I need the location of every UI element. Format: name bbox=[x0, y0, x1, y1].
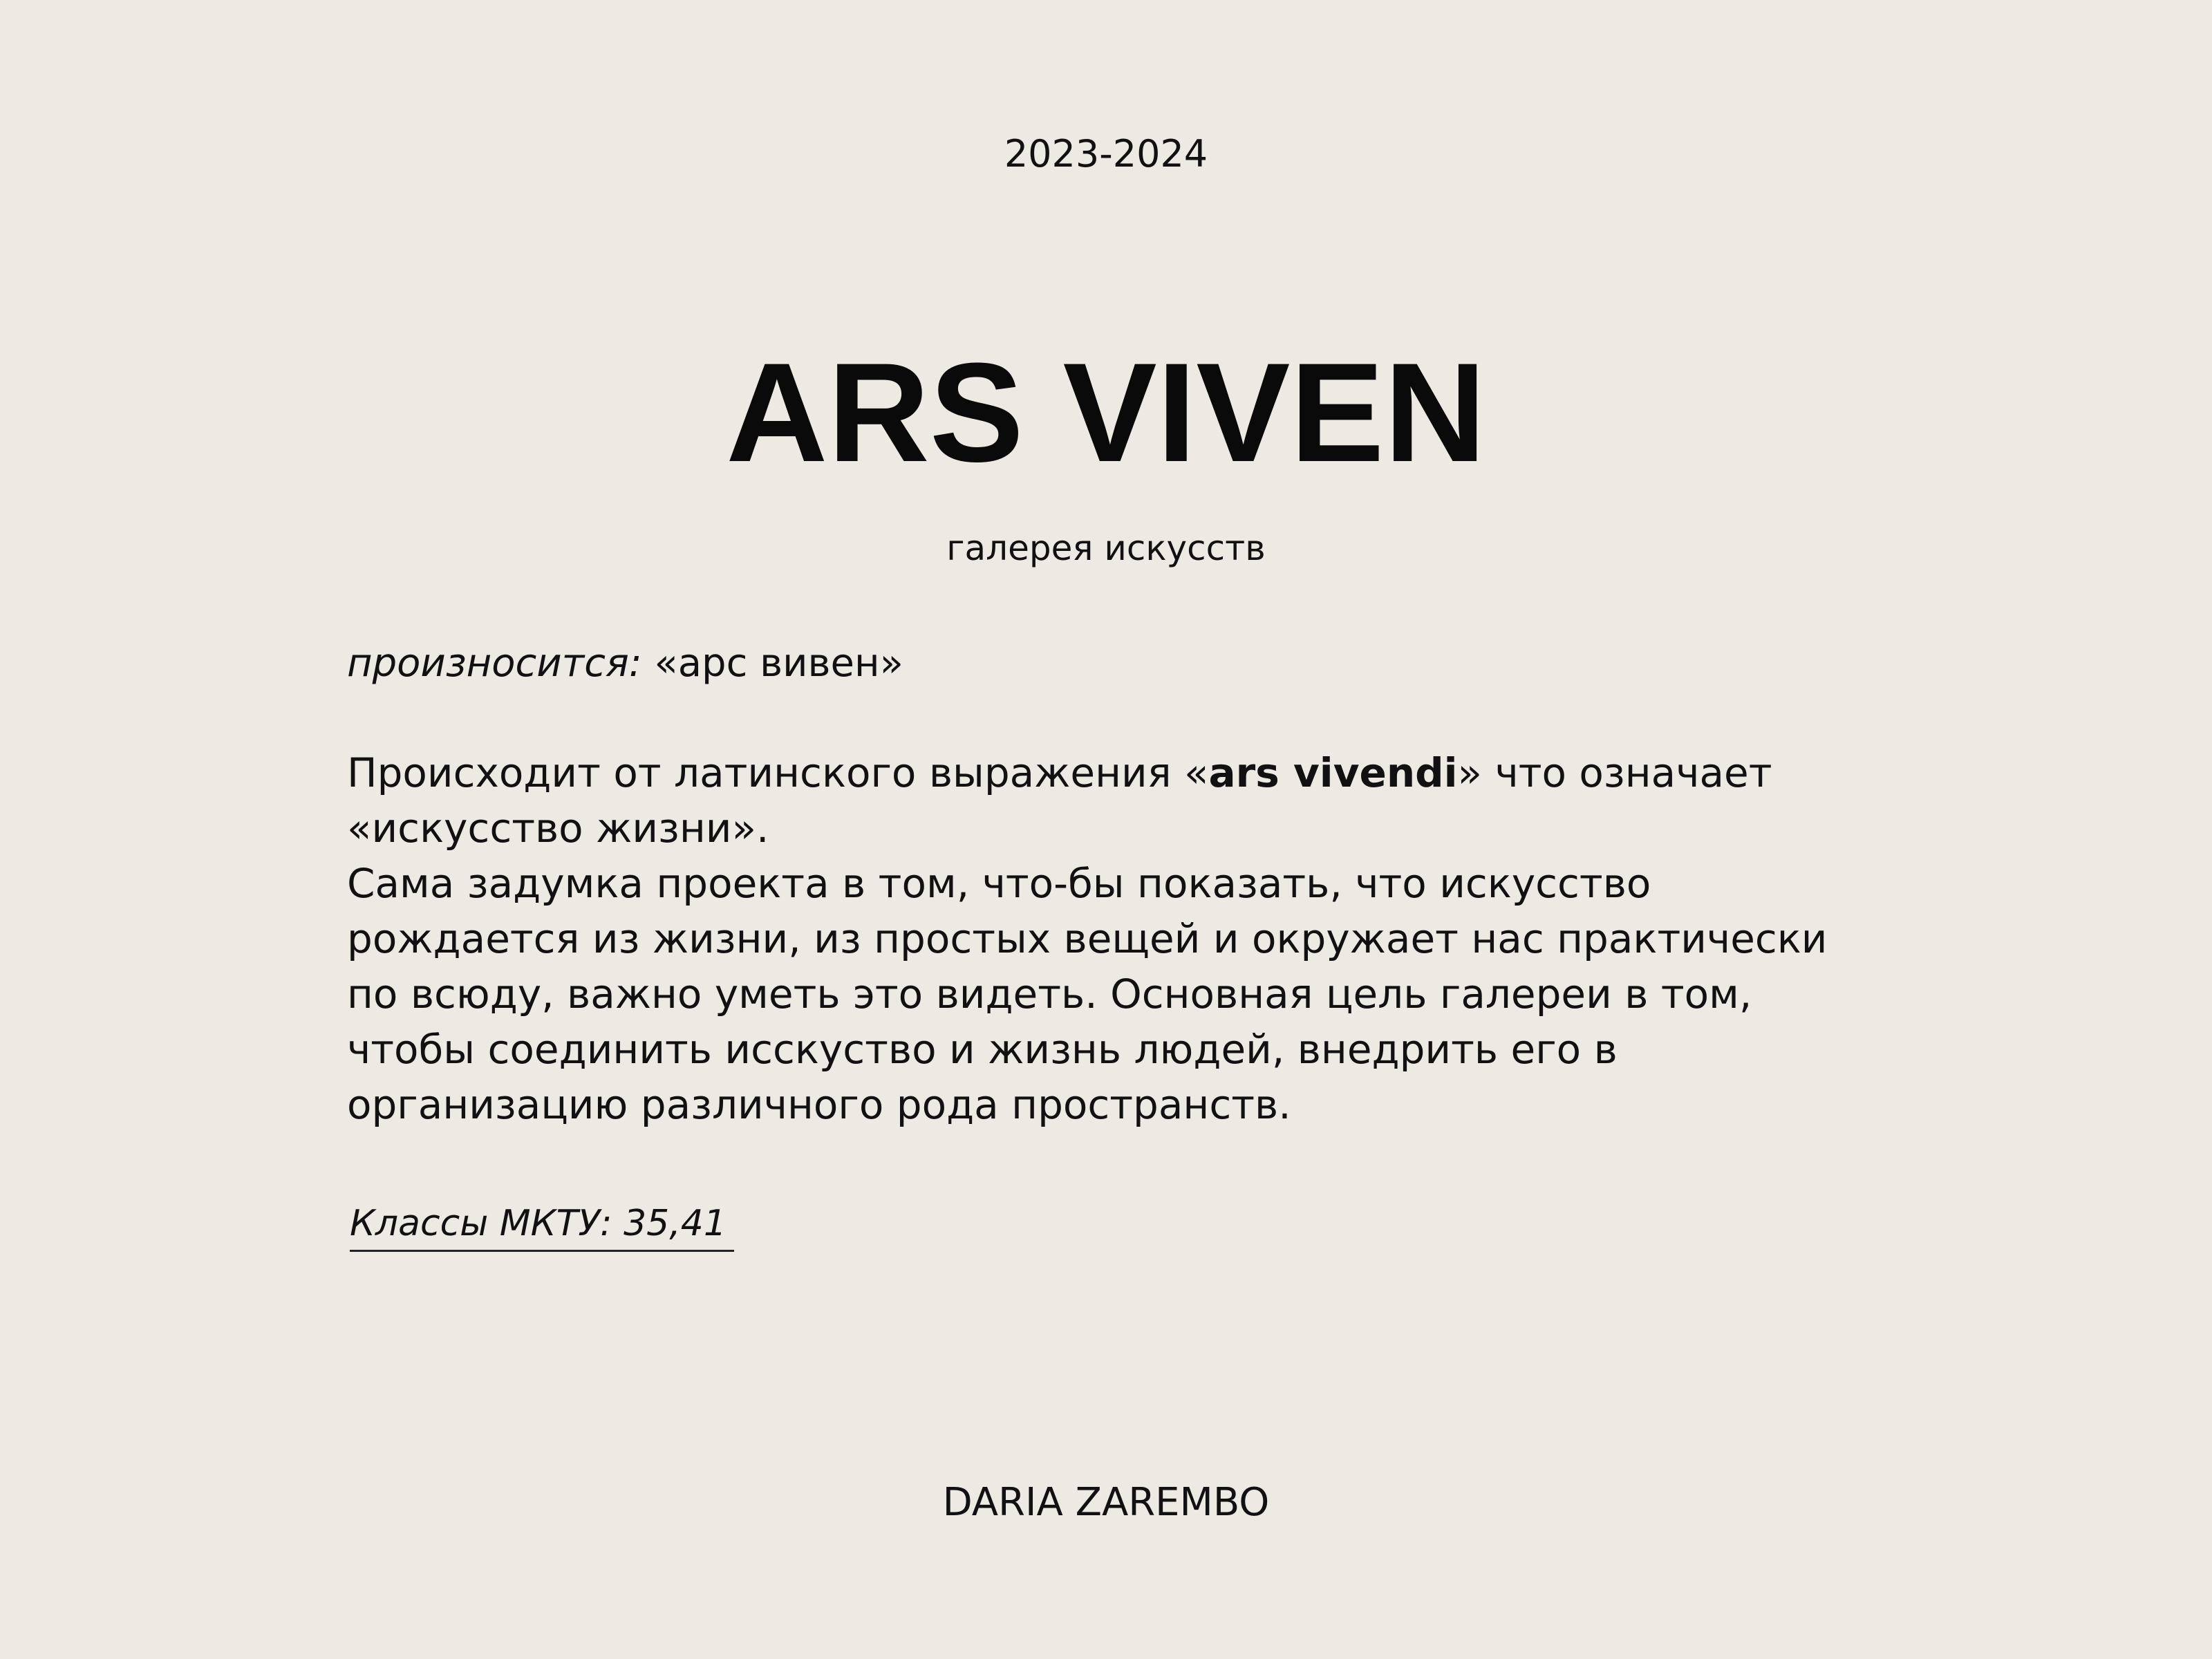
description-line1-start: Происходит от латинского выражения « bbox=[347, 749, 1209, 796]
description-line: рождается из жизни, из простых вещей и окружает нас практически bbox=[347, 915, 1828, 962]
author-name: DARIA ZAREMBO bbox=[942, 1480, 1270, 1525]
brand-logo-text: ARS VIVEN bbox=[726, 334, 1486, 491]
description-line: организацию различного рода пространств. bbox=[347, 1081, 1291, 1128]
description-line: по всюду, важно уметь это видеть. Основная цель галереи в том, bbox=[347, 971, 1752, 1018]
description-line: чтобы соединить исскуство и жизнь людей, внедрить его в bbox=[347, 1026, 1618, 1073]
description bbox=[347, 745, 1868, 1132]
years-label: 2023-2024 bbox=[1004, 132, 1208, 176]
description-line bbox=[347, 745, 1868, 800]
description-line: «искусство жизни». bbox=[347, 805, 769, 852]
pronunciation bbox=[347, 636, 903, 691]
pronunciation-label: произносится: bbox=[347, 641, 642, 686]
latin-phrase: ars vivendi bbox=[1208, 749, 1458, 796]
brand-subtitle: галерея искусств bbox=[946, 528, 1266, 568]
description-line: Сама задумка проекта в том, что-бы показать, что искусство bbox=[347, 860, 1651, 907]
description-line1-end: » что означает bbox=[1457, 749, 1772, 796]
mktu-classes: Классы МКТУ: 35,41 bbox=[350, 1197, 734, 1252]
pronunciation-value: «арс вивен» bbox=[654, 641, 903, 686]
